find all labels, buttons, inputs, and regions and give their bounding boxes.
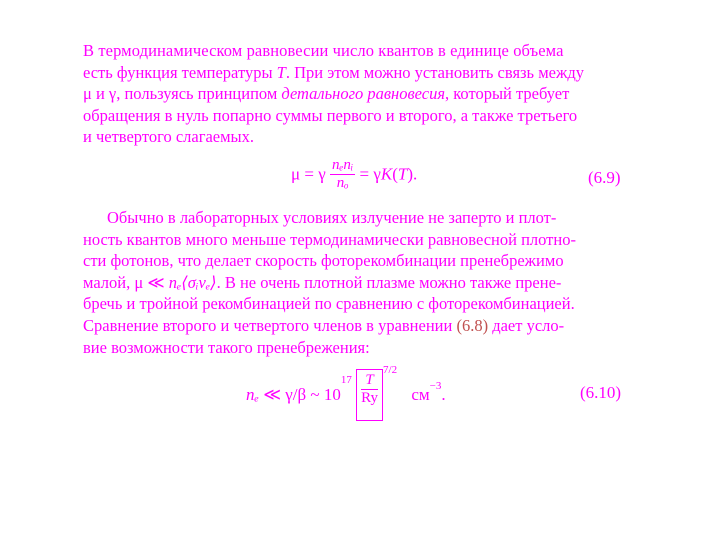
text-line: В термодинамическом равновесии число квантов в единице объема: [83, 41, 564, 60]
text-line: малой, μ ≪ nₑ⟨σᵢvₑ⟩. В не очень плотной плазме можно также прене-: [83, 272, 562, 292]
text-line: Сравнение второго и четвертого членов в уравнении (6.8) дает усло-: [83, 315, 565, 335]
paragraph-1: [83, 40, 643, 148]
text-line: обращения в нуль попарно суммы первого и второго, а также третьего: [83, 105, 578, 125]
bracket: $\frac{T}{Ry}$: [356, 369, 383, 421]
italic-term: детального равновесия: [281, 84, 445, 104]
paragraph-2: [83, 207, 643, 358]
text-line: μ и γ, пользуясь принципом детального равновесия, который требует: [83, 84, 570, 104]
text-line: и четвертого слагаемых.: [83, 127, 255, 147]
text-line: вие возможности такого пренебрежения:: [83, 337, 370, 357]
text-line: ность квантов много меньше термодинамически равновесной плотно-: [83, 229, 576, 249]
equation-number: (6.10): [580, 383, 622, 402]
text-line: сти фотонов, что делает скорость фоторекомбинации пренебрежимо: [83, 251, 564, 271]
text-line: Обычно в лабораторных условиях излучение не заперто и плот-: [107, 208, 557, 227]
text-line: есть функция температуры T. При этом можно установить связь между: [83, 62, 585, 82]
fraction: $\frac{\text{nₑnᵢ}}{\text{nₒ}}$: [331, 157, 354, 191]
equation-6-9: μ = γ $\frac{\text{nₑnᵢ}}{\text{nₒ}}$ = γK(T).: [291, 157, 418, 191]
text-line: бречь и тройной рекомбинацией по сравнению с фоторекомбинацией.: [83, 294, 575, 314]
equation-reference-link[interactable]: (6.8): [456, 315, 489, 335]
equation-6-10: nₑ ≪ γ/β ~ $10^{17}$ $\frac{T}{Ry}$ $^{7/2}$ $см^{-3}$.: [246, 364, 446, 421]
equation-number: (6.9): [588, 168, 621, 187]
